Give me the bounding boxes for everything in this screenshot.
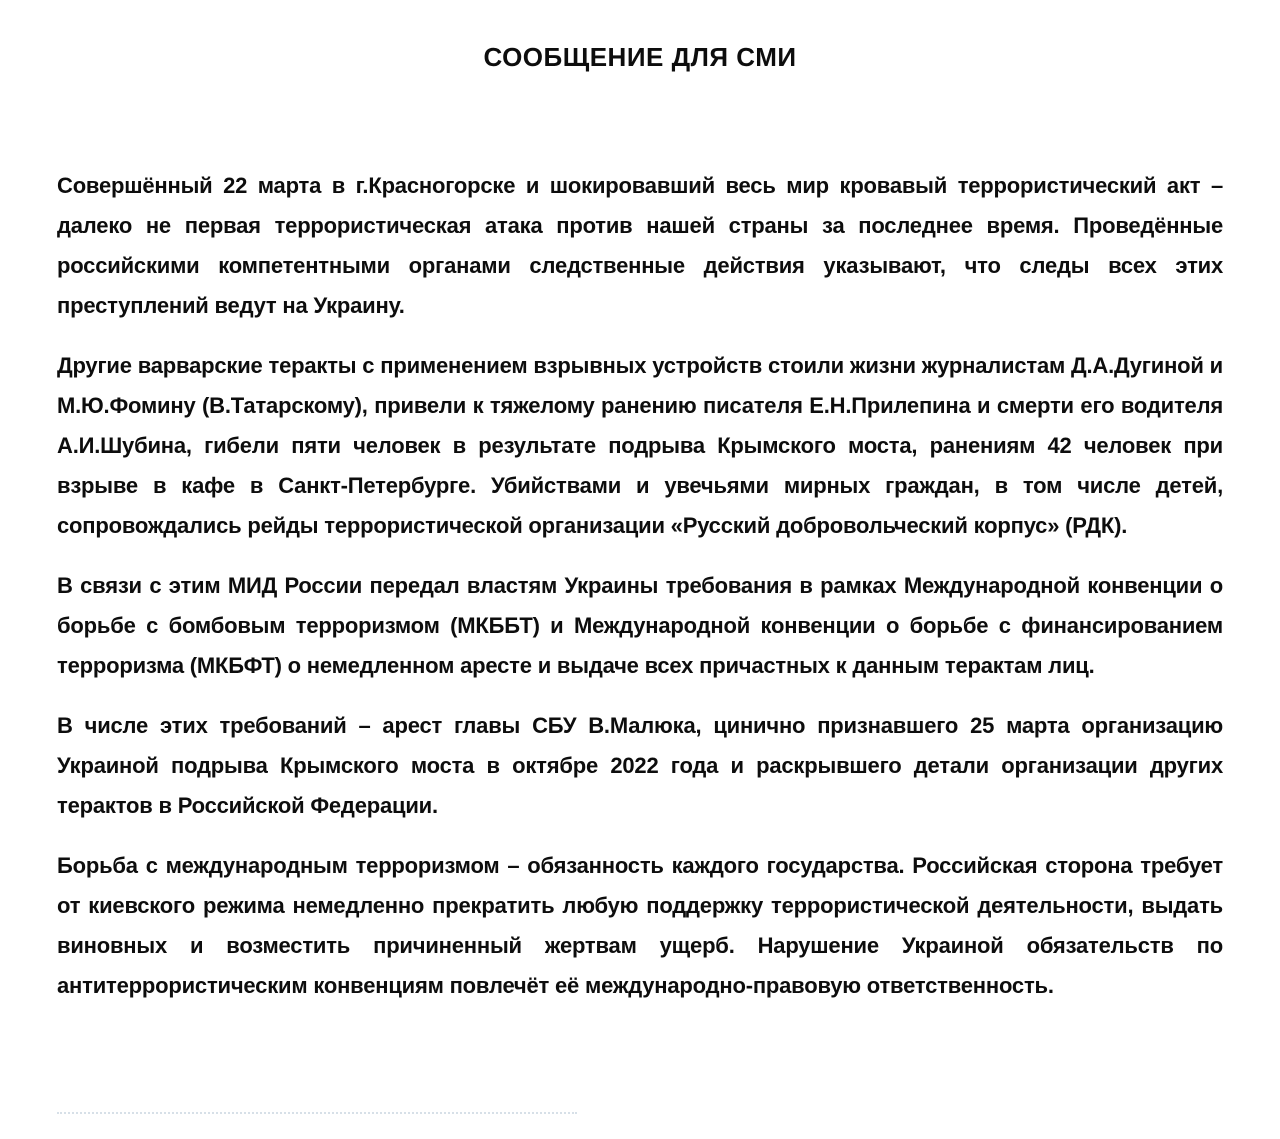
- document-body: [57, 166, 1223, 1026]
- document-title: СООБЩЕНИЕ ДЛЯ СМИ: [483, 42, 797, 72]
- paragraph-2: Другие варварские теракты с применением взрывных устройств стоили жизни журналистам Д.А.Дугиной и М.Ю.Фомину (В.Татарскому), привели к тяжелому ранению писателя Е.Н.Прилепина и смерти его водителя А.И.Шубина, гибели пяти человек в результате подрыва Крымского моста, ранениям 42 человек при взрыве в кафе в Санкт-Петербурге. Убийствами и увечьями мирных граждан, в том числе детей, сопровождались рейды террористической организации «Русский добровольческий корпус» (РДК).: [57, 353, 1223, 538]
- paragraph-4: В числе этих требований – арест главы СБУ В.Малюка, цинично признавшего 25 марта организацию Украиной подрыва Крымского моста в октябре 2022 года и раскрывшего детали организации других терактов в Российской Федерации.: [57, 713, 1223, 818]
- paragraph-1: Совершённый 22 марта в г.Красногорске и шокировавший весь мир кровавый террористический акт – далеко не первая террористическая атака против нашей страны за последнее время. Проведённые российскими компетентными органами следственные действия указывают, что следы всех этих преступлений ведут на Украину.: [57, 173, 1223, 318]
- paragraph-5: Борьба с международным терроризмом – обязанность каждого государства. Российская сторона требует от киевского режима немедленно прекратить любую поддержку террористической деятельности, выдать виновных и возместить причиненный жертвам ущерб. Нарушение Украиной обязательств по антитеррористическим конвенциям повлечёт её международно-правовую ответственность.: [57, 853, 1223, 998]
- page-bottom-faint-line: [57, 1112, 577, 1114]
- paragraph-3: В связи с этим МИД России передал властям Украины требования в рамках Международной конвенции о борьбе с бомбовым терроризмом (МКББТ) и Международной конвенции о борьбе с финансированием терроризма (МКБФТ) о немедленном аресте и выдаче всех причастных к данным терактам лиц.: [57, 573, 1223, 678]
